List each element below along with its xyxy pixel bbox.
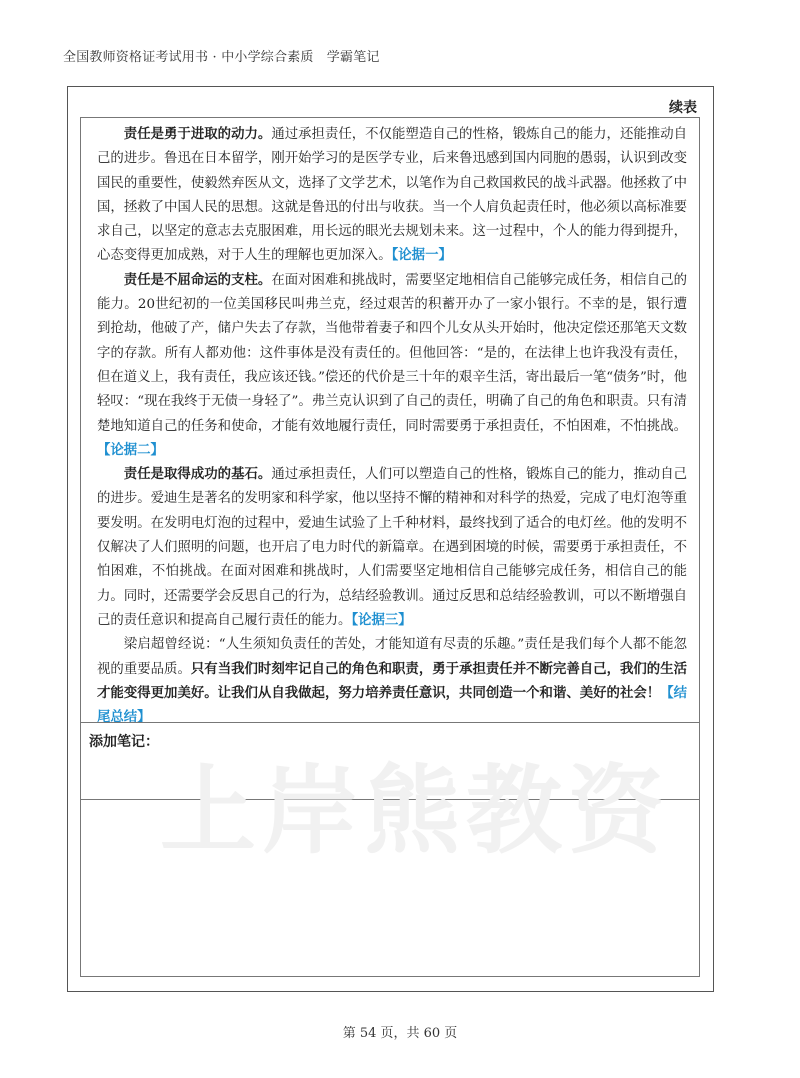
paragraph-tag: 【结尾总结】 (97, 685, 688, 726)
essay-content (80, 117, 700, 800)
paragraph-tag: 【论据一】 (391, 248, 452, 264)
watermark-logo: 上岸熊教资 (160, 755, 670, 867)
page-footer: 第 54 页，共 60 页 (342, 1026, 458, 1041)
paragraph-body: 梁启超曾经说：“人生须知负责任的苦处，才能知道有尽责的乐趣。”责任是我们每个人都不能忽视的重要品质。 (97, 637, 687, 677)
notes-area[interactable] (80, 722, 700, 977)
table-frame (67, 86, 714, 992)
paragraph-lead: 责任是勇于进取的动力。 (123, 127, 272, 142)
page-header: 全国教师资格证考试用书 · 中小学综合素质 学霸笔记 (63, 50, 380, 65)
paragraph-tag: 【论据二】 (97, 442, 164, 458)
paragraph-tag: 【论据三】 (351, 612, 412, 628)
paragraph-bold-body: 只有当我们时刻牢记自己的角色和职责，勇于承担责任并不断完善自己，我们的生活才能变得更加美好。让我们从自我做起，努力培养责任意识，共同创造一个和谐、美好的社会！ (97, 661, 688, 701)
paragraph-argument-3 (97, 463, 687, 633)
paragraph-body: 在面对困难和挑战时，需要坚定地相信自己能够完成任务，相信自己的能力。20世纪初的一位美国移民叫弗兰克，经过艰苦的积蓄开办了一家小银行。不幸的是，银行遭到抢劫，他破了产，储户失去了存款，当他带着妻子和四个儿女从头开始时，他决定偿还那笔天文数字的存款。所有人都劝他：这件事体是没有责任的。但他回答：“是的，在法律上也许我没有责任，但在道义上，我有责任，我应该还钱。”偿还的代价是三十年的艰辛生活，寄出最后一笔“债务”时，他轻叹：“现在我终于无债一身轻了”。弗兰克认识到了自己的责任，明确了自己的角色和职责。只有清楚地知道自己的任务和使命，才能有效地履行责任，同时需要勇于承担责任，不怕困难，不怕挑战。 (97, 272, 688, 434)
continued-label: 续表 (669, 100, 697, 116)
notes-label: 添加笔记： (89, 734, 159, 750)
paragraph-lead: 责任是不屈命运的支柱。 (123, 272, 272, 288)
paragraph-body: 通过承担责任，人们可以塑造自己的性格，锻炼自己的能力，推动自己的进步。爱迪生是著名的发明家和科学家，他以坚持不懈的精神和对科学的热爱，完成了电灯泡等重要发明。在发明电灯泡的过程中，爱迪生试验了上千种材料，最终找到了适合的电灯丝。他的发明不仅解决了人们照明的问题，也开启了电力时代的新篇章。在遇到困境的时候，需要勇于承担责任，不怕困难，不怕挑战。在面对困难和挑战时，人们需要坚定地相信自己能够完成任务，相信自己的能力。同时，还需要学会反思自己的行为，总结经验教训。通过反思和总结经验教训，可以不断增强自己的责任意识和提高自己履行责任的能力。 (97, 467, 688, 628)
paragraph-body: 通过承担责任，不仅能塑造自己的性格，锻炼自己的能力，还能推动自己的进步。鲁迅在日本留学，刚开始学习的是医学专业，后来鲁迅感到国内同胞的愚弱，认识到改变国民的重要性，使毅然弃医从文，选择了文学艺术，以笔作为自己救国救民的战斗武器。他拯救了中国，拯救了中国人民的思想。这就是鲁迅的付出与收获。当一个人肩负起责任时，他必须以高标准要求自己，以坚定的意志去克服困难，用长远的眼光去规划未来。这一过程中，个人的能力得到提升，心态变得更加成熟，对于人生的理解也更加深入。 (97, 127, 688, 264)
paragraph-argument-2 (97, 269, 687, 463)
paragraph-conclusion (97, 633, 687, 730)
paragraph-argument-1 (97, 123, 687, 269)
paragraph-lead: 责任是取得成功的基石。 (123, 467, 272, 483)
